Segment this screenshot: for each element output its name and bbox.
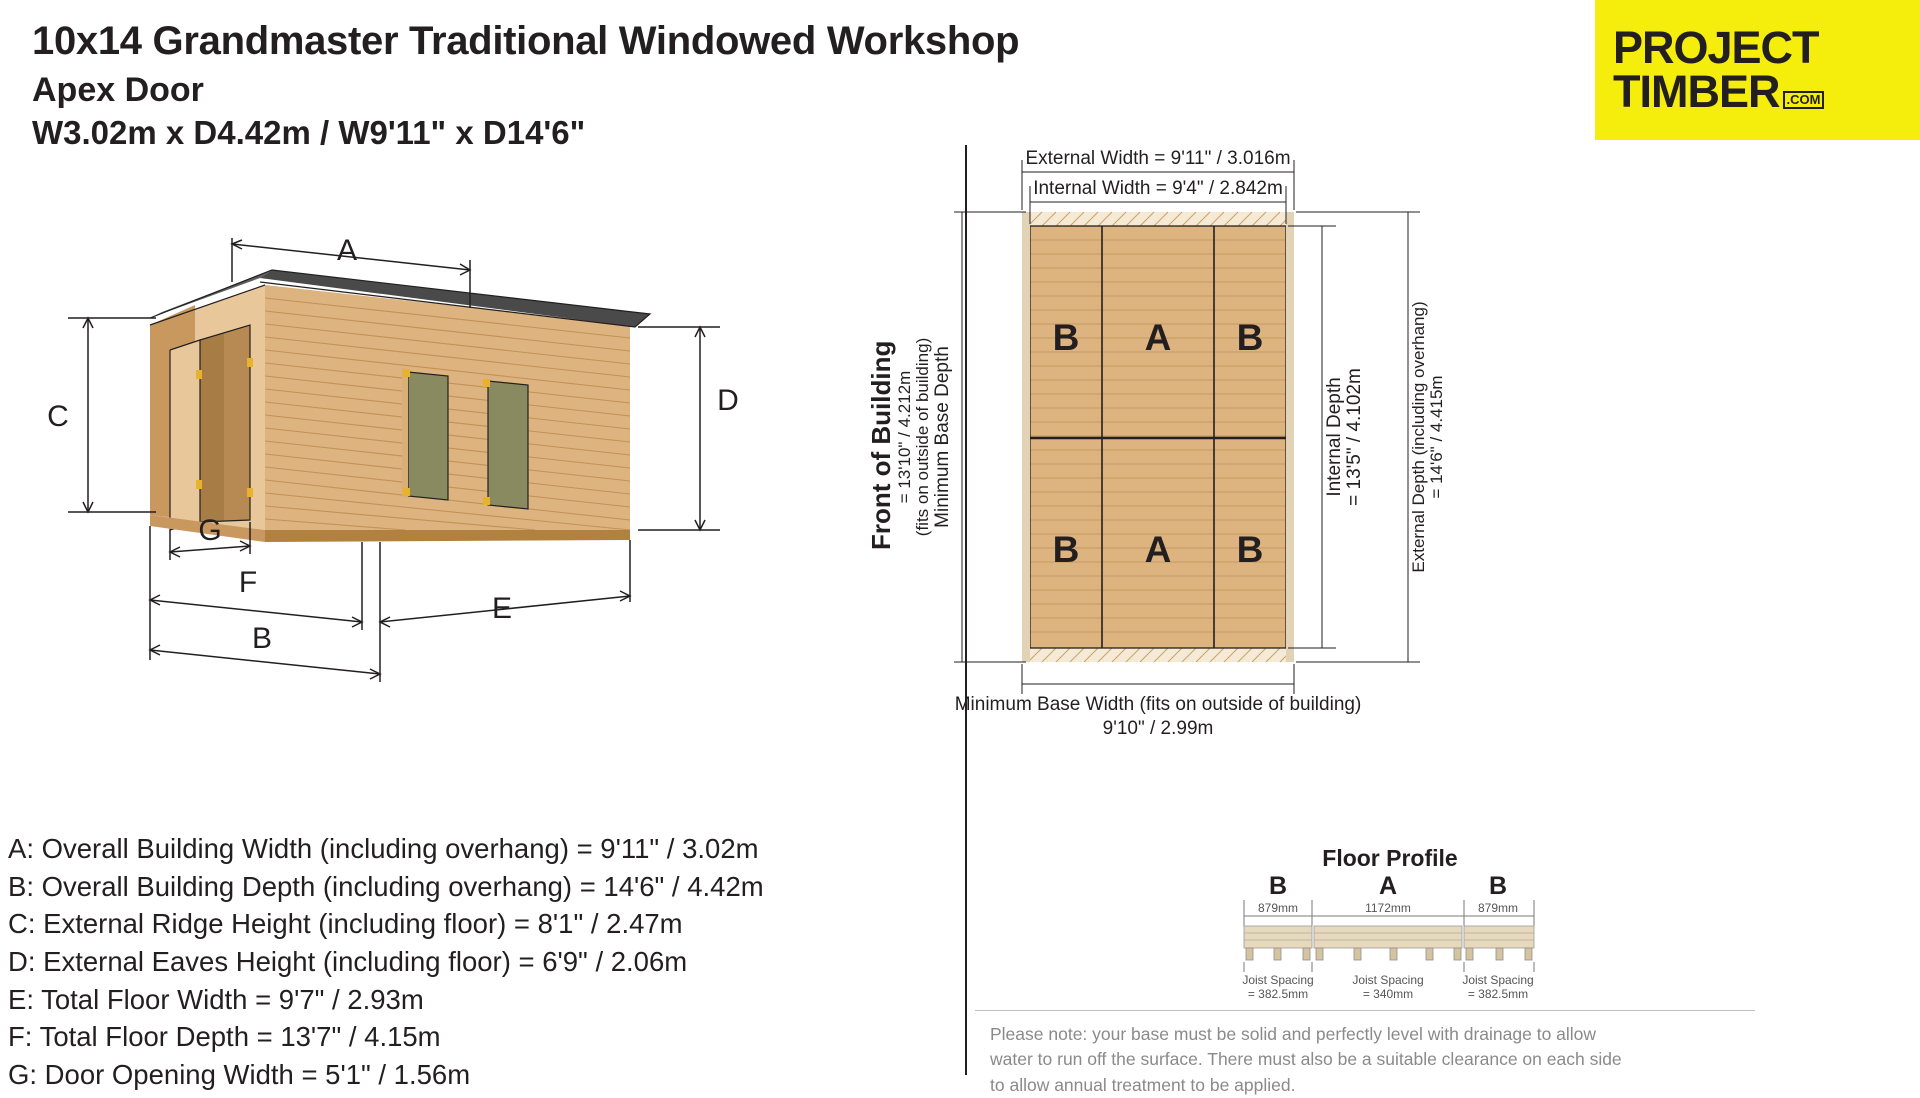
dimension-min-base-width: [1022, 664, 1294, 694]
page-title: 10x14 Grandmaster Traditional Windowed Workshop: [32, 19, 1020, 63]
external-depth-line1: External Depth (including overhang): [1409, 301, 1428, 573]
dimension-label-a: A: [336, 234, 358, 267]
floor-profile-svg: [1230, 874, 1550, 1009]
plan-panel-top-left: B: [1052, 317, 1080, 358]
logo-text-project: PROJECT: [1613, 21, 1819, 73]
legend-item-b: B: Overall Building Depth (including overhang) = 14'6" / 4.42m: [8, 870, 764, 902]
external-depth-line2: = 14'6" / 4.415m: [1427, 375, 1446, 499]
dimension-label-b: B: [251, 622, 273, 655]
plan-panel-bottom-left: B: [1052, 529, 1080, 570]
base-note: [990, 1022, 1770, 1098]
legend-item-e: E: Total Floor Width = 9'7" / 2.93m: [8, 983, 424, 1015]
dimension-label-c: C: [47, 400, 69, 433]
fp-width-mid: 1172mm: [1365, 901, 1411, 915]
fp-panel-b-right: B: [1488, 874, 1508, 900]
legend-item-a: A: Overall Building Width (including overhang) = 9'11" / 3.02m: [8, 833, 759, 864]
min-base-width-line1: Minimum Base Width (fits on outside of building): [954, 694, 1362, 715]
plan-view: [866, 148, 1910, 830]
legend-item-g: G: Door Opening Width = 5'1" / 1.56m: [8, 1059, 471, 1091]
dimension-label-e: E: [491, 592, 513, 625]
min-base-depth-line3: = 13'10" / 4.212m: [895, 370, 914, 504]
floor-profile-title: Floor Profile: [1322, 845, 1458, 871]
internal-depth-line1: Internal Depth: [1324, 377, 1345, 497]
dimension-label-g: G: [198, 514, 222, 547]
elevation-illustration: [10, 230, 950, 810]
logo-text-com: .COM: [1783, 91, 1825, 109]
min-base-width-line2: 9'10" / 2.99m: [1102, 718, 1214, 739]
shed-drawing: [150, 270, 650, 542]
internal-width-label: Internal Width = 9'4" / 2.842m: [1033, 178, 1283, 199]
dimension-d: [638, 327, 720, 530]
fp-panel-b-left: B: [1268, 874, 1288, 900]
fp-joist-right-line2: = 382.5mm: [1467, 987, 1529, 1001]
plan-panel-bottom-right: B: [1236, 529, 1264, 570]
base-note-line1: Please note: your base must be solid and perfectly level with drainage to allow: [990, 1024, 1597, 1044]
page-title-block: [32, 18, 1282, 153]
plan-panel-top-right: B: [1236, 317, 1264, 358]
front-of-building-label: Front of Building: [866, 340, 896, 550]
page-subtitle: Apex Door: [32, 71, 204, 110]
plan-svg: [866, 148, 1910, 850]
fp-width-right: 879mm: [1477, 901, 1519, 915]
dimension-label-d: D: [717, 384, 739, 417]
min-base-depth-line2: (fits on outside of building): [913, 337, 932, 537]
dimension-c: [68, 318, 156, 512]
fp-joist-mid-line1: Joist Spacing: [1352, 973, 1424, 987]
elevation-svg: [10, 230, 950, 810]
fp-joist-right-line1: Joist Spacing: [1462, 973, 1534, 987]
legend-item-f: F: Total Floor Depth = 13'7" / 4.15m: [8, 1021, 441, 1053]
logo-text-timber: TIMBER: [1613, 66, 1780, 117]
fp-width-left: 879mm: [1257, 901, 1299, 915]
legend-item-d: D: External Eaves Height (including floor) = 6'9" / 2.06m: [8, 946, 688, 978]
fp-joist-mid-line2: = 340mm: [1362, 987, 1414, 1001]
min-base-depth-line1: Minimum Base Depth: [932, 346, 953, 528]
internal-depth-line2: = 13'5" / 4.102m: [1344, 368, 1365, 506]
legend-item-c: C: External Ridge Height (including floor) = 8'1" / 2.47m: [8, 908, 683, 940]
plan-panel-top-mid: A: [1144, 317, 1172, 358]
fp-panel-a: A: [1378, 874, 1398, 900]
fp-joist-sections: [1244, 926, 1534, 960]
dimension-label-f: F: [238, 566, 258, 599]
plan-floor: [1022, 212, 1294, 662]
brand-logo: [1595, 0, 1920, 140]
floor-profile-block: [1230, 845, 1550, 1014]
legend-list: [8, 830, 938, 1094]
vertical-divider: [965, 145, 967, 1075]
plan-panel-bottom-mid: A: [1144, 529, 1172, 570]
base-note-line2: water to run off the surface. There must also be a suitable clearance on each side: [990, 1049, 1622, 1070]
external-width-label: External Width = 9'11" / 3.016m: [1025, 148, 1291, 169]
base-note-line3: to allow annual treatment to be applied.: [990, 1074, 1296, 1095]
fp-joist-left-line1: Joist Spacing: [1242, 973, 1314, 987]
fp-joist-left-line2: = 382.5mm: [1247, 987, 1309, 1001]
page-dimensions: W3.02m x D4.42m / W9'11" x D14'6": [32, 113, 586, 151]
